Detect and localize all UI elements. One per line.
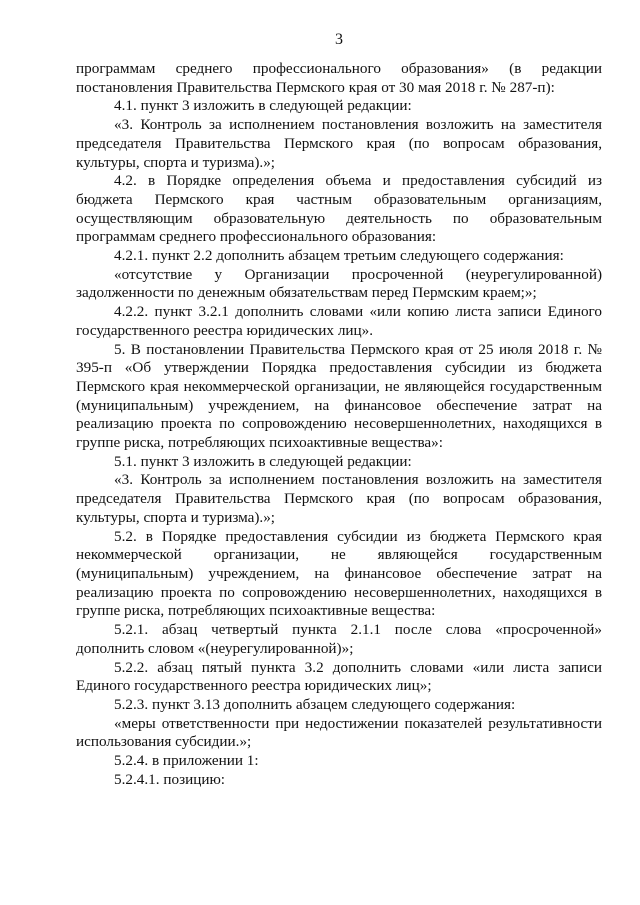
paragraph: «3. Контроль за исполнением постановления возложить на заместителя председателя Правительства Пермского края (по вопросам образования, культуры, спорта и туризма).»; xyxy=(76,471,602,526)
paragraph: 5.2.4.1. позицию: xyxy=(114,770,226,788)
paragraph: программам среднего профессионального образования» (в редакции постановления Правительства Пермского края от 30 мая 2018 г. № 287-п): xyxy=(76,60,602,96)
document-body xyxy=(76,60,602,789)
paragraph: 5.1. пункт 3 изложить в следующей редакции: xyxy=(114,452,412,470)
page-number: 3 xyxy=(335,31,343,48)
paragraph: «3. Контроль за исполнением постановления возложить на заместителя председателя Правительства Пермского края (по вопросам образования, культуры, спорта и туризма).»; xyxy=(76,116,602,171)
paragraph: 4.1. пункт 3 изложить в следующей редакции: xyxy=(114,97,412,115)
paragraph: 5.2.1. абзац четвертый пункта 2.1.1 после слова «просроченной» дополнить словом «(неурегулированной)»; xyxy=(76,621,602,657)
paragraph: 5.2.4. в приложении 1: xyxy=(114,752,259,770)
paragraph: «меры ответственности при недостижении показателей результативности использования субсидии.»; xyxy=(76,714,602,751)
paragraph: 4.2. в Порядке определения объема и предоставления субсидий из бюджета Пермского края частным образовательным организациям, осуществляющим образовательную деятельность по образовательным программам среднего профессионального образования: xyxy=(76,172,602,246)
paragraph: 4.2.2. пункт 3.2.1 дополнить словами «или копию листа записи Единого государственного реестра юридических лиц». xyxy=(76,303,602,339)
paragraph: 5. В постановлении Правительства Пермского края от 25 июля 2018 г. № 395-п «Об утверждении Порядка предоставления субсидии из бюджета Пермского края некоммерческой организации, не являющейся государственным (муниципальным) учреждением, на финансовое обеспечение затрат на реализацию проекта по сопровождению несовершеннолетних, находящихся в группе риска, потребляющих психоактивные вещества»: xyxy=(76,340,602,452)
paragraph: 4.2.1. пункт 2.2 дополнить абзацем третьим следующего содержания: xyxy=(114,247,564,265)
paragraph: 5.2.2. абзац пятый пункта 3.2 дополнить словами «или листа записи Единого государственного реестра юридических лиц»; xyxy=(76,658,602,695)
paragraph: 5.2. в Порядке предоставления субсидии из бюджета Пермского края некоммерческой организации, не являющейся государственным (муниципальным) учреждением, на финансовое обеспечение затрат на реализацию проекта по сопровождению несовершеннолетних, находящихся в группе риска, потребляющих психоактивные вещества: xyxy=(76,527,602,620)
paragraph: 5.2.3. пункт 3.13 дополнить абзацем следующего содержания: xyxy=(114,695,516,713)
paragraph: «отсутствие у Организации просроченной (неурегулированной) задолженности по денежным обязательствам перед Пермским краем;»; xyxy=(76,265,602,302)
